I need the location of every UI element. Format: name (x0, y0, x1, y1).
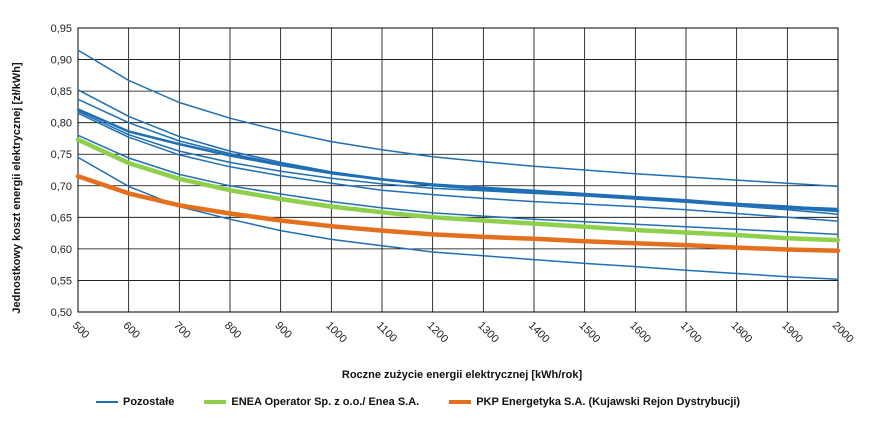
x-tick-label: 1900 (779, 319, 806, 346)
x-tick-labels (70, 320, 856, 346)
y-tick-label: 0,50 (50, 307, 72, 319)
x-tick-label: 1500 (576, 319, 603, 346)
x-tick-label: 600 (120, 319, 143, 342)
x-tick-label: 1300 (475, 319, 502, 346)
x-tick-label: 1600 (627, 319, 654, 346)
legend-item-pozostale (96, 396, 174, 408)
legend-label: Pozostałe (123, 396, 175, 408)
legend-label: PKP Energetyka S.A. (Kujawski Rejon Dystrybucji) (476, 396, 741, 408)
plot-area-frame (78, 28, 838, 312)
x-tick-label: 900 (272, 319, 295, 342)
y-tick-label: 0,65 (50, 212, 72, 225)
y-tick-label: 0,75 (50, 149, 72, 162)
x-tick-label: 1000 (323, 319, 350, 346)
y-tick-label: 0,70 (50, 180, 72, 193)
legend-item-enea (204, 396, 419, 408)
y-axis-title: Jednostkowy koszt energii elektrycznej [zł/kWh] (11, 62, 23, 314)
y-tick-label: 0,80 (50, 117, 72, 130)
legend-swatch-green (204, 400, 226, 404)
legend-item-pkp (449, 396, 740, 408)
series-line-1 (78, 90, 838, 209)
series-line-0 (78, 50, 838, 186)
x-tick-label: 1800 (728, 319, 755, 346)
x-tick-label: 1400 (525, 319, 552, 346)
y-tick-label: 0,55 (50, 275, 72, 288)
y-tick-labels (51, 23, 72, 319)
x-tick-label: 1200 (424, 319, 451, 346)
x-tick-label: 700 (171, 319, 193, 342)
x-tick-label: 1700 (677, 319, 704, 346)
legend-swatch-blue (96, 401, 118, 403)
y-tick-label: 0,95 (50, 23, 72, 35)
series-lines (78, 50, 838, 279)
x-tick-label: 800 (221, 319, 244, 342)
x-tick-label: 1100 (373, 319, 400, 345)
y-tick-label: 0,60 (50, 243, 72, 256)
y-tick-label: 0,85 (50, 86, 72, 99)
y-tick-label: 0,90 (50, 54, 72, 67)
legend-label: ENEA Operator Sp. z o.o./ Enea S.A. (231, 396, 420, 408)
series-line-4 (78, 111, 838, 214)
legend-swatch-orange (449, 400, 471, 404)
grid-lines (78, 28, 838, 312)
x-axis-title: Roczne zużycie energii elektrycznej [kWh/rok] (341, 369, 583, 381)
x-tick-label: 500 (69, 319, 92, 342)
x-tick-label: 2000 (829, 319, 856, 346)
legend (96, 396, 770, 408)
